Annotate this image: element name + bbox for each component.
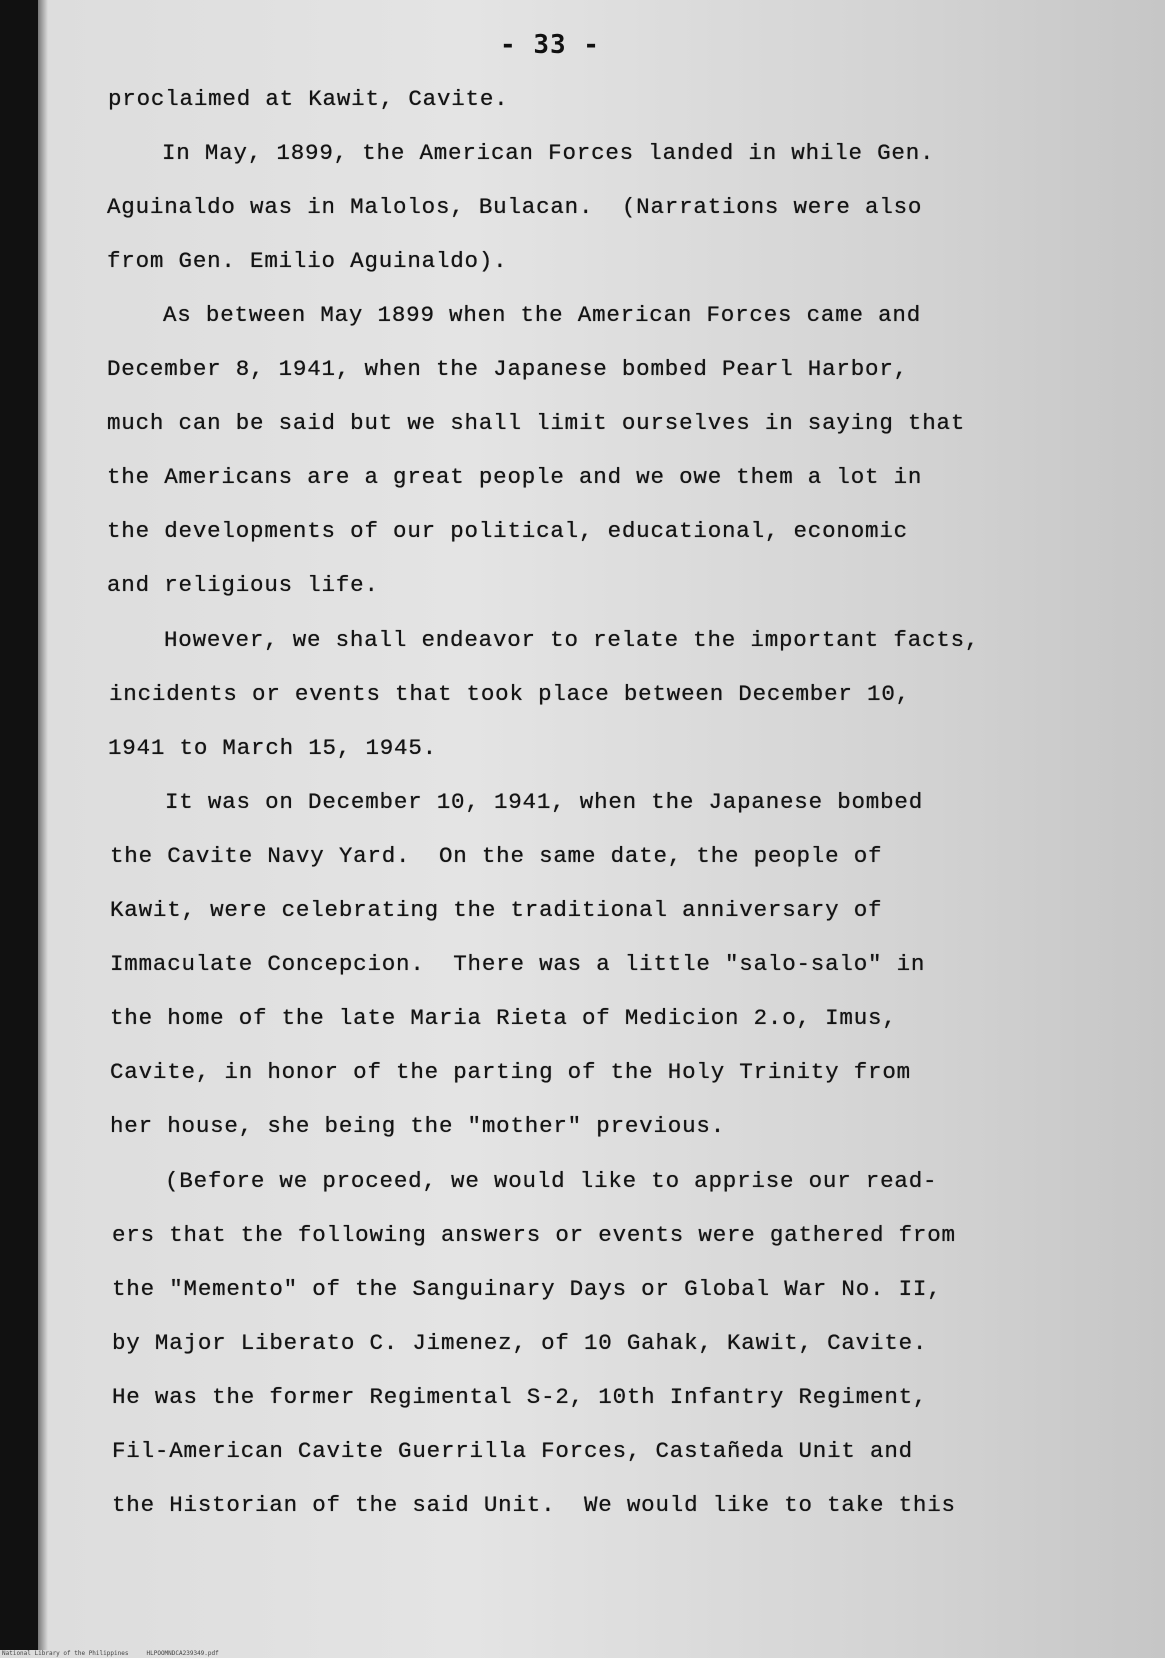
text-line: and religious life.	[107, 572, 379, 598]
text-line: (Before we proceed, we would like to apprise our read-	[165, 1168, 938, 1194]
text-line: As between May 1899 when the American Forces came and	[163, 302, 922, 328]
text-line: the Cavite Navy Yard. On the same date, the people of	[110, 843, 883, 869]
text-line: He was the former Regimental S-2, 10th Infantry Regiment,	[112, 1384, 928, 1410]
text-line: 1941 to March 15, 1945.	[108, 735, 437, 761]
text-line: It was on December 10, 1941, when the Japanese bombed	[165, 789, 924, 815]
text-line: the Americans are a great people and we owe them a lot in	[107, 464, 923, 490]
text-line: proclaimed at Kawit, Cavite.	[108, 86, 509, 112]
text-line: Kawit, were celebrating the traditional anniversary of	[110, 897, 883, 923]
text-line: by Major Liberato C. Jimenez, of 10 Gahak, Kawit, Cavite.	[112, 1330, 928, 1356]
text-line: Immaculate Concepcion. There was a little "salo-salo" in	[110, 951, 926, 977]
text-line: December 8, 1941, when the Japanese bombed Pearl Harbor,	[107, 356, 908, 382]
text-line: Cavite, in honor of the parting of the Holy Trinity from	[110, 1059, 911, 1085]
scan-source-footer: National Library of the Philippines HLPOOMNDCA239349.pdf	[2, 1650, 219, 1657]
text-line: Aguinaldo was in Malolos, Bulacan. (Narrations were also	[107, 194, 923, 220]
text-line: Fil-American Cavite Guerrilla Forces, Castañeda Unit and	[112, 1438, 913, 1464]
text-line: the home of the late Maria Rieta of Medicion 2.o, Imus,	[110, 1005, 897, 1031]
text-line: ers that the following answers or events were gathered from	[112, 1222, 956, 1248]
text-line: much can be said but we shall limit ourselves in saying that	[107, 410, 966, 436]
text-line: In May, 1899, the American Forces landed in while Gen.	[162, 140, 935, 166]
text-line: from Gen. Emilio Aguinaldo).	[107, 248, 508, 274]
text-line: the "Memento" of the Sanguinary Days or Global War No. II,	[112, 1276, 942, 1302]
page-number: - 33 -	[500, 30, 600, 60]
text-line: the developments of our political, educational, economic	[107, 518, 908, 544]
text-line: her house, she being the "mother" previous.	[110, 1113, 725, 1139]
text-line: incidents or events that took place between December 10,	[109, 681, 910, 707]
text-line: the Historian of the said Unit. We would like to take this	[112, 1492, 956, 1518]
text-line: However, we shall endeavor to relate the important facts,	[164, 627, 980, 653]
